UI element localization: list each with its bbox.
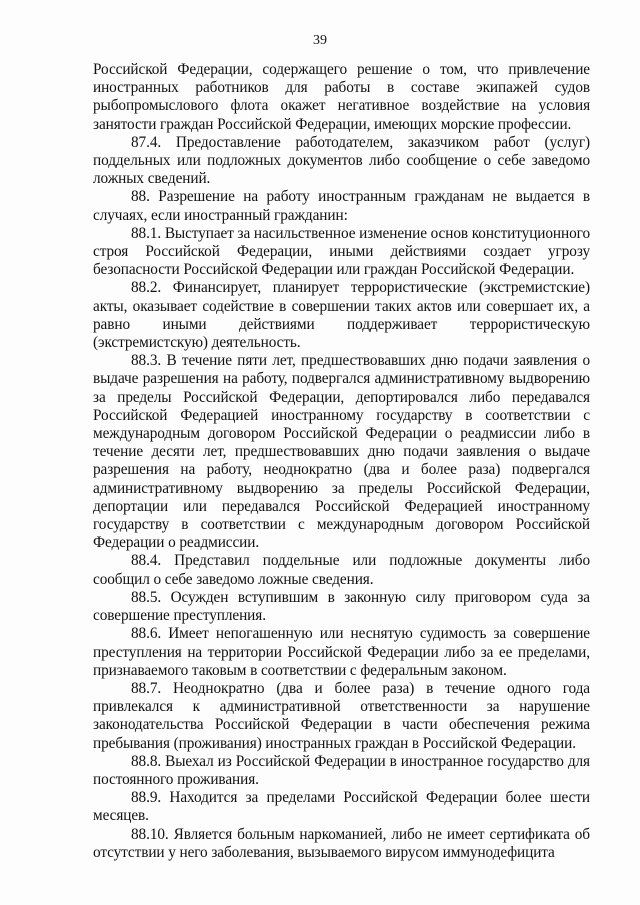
page-number: 39 [313, 33, 327, 48]
paragraph-88-5: 88.5. Осужден вступившим в законную силу приговором суда за совершение преступления. [93, 588, 590, 625]
paragraph-88-6: 88.6. Имеет непогашенную или неснятую судимость за совершение преступления на территории Российской Федерации либо за ее пределами, признаваемого таковым в соответствии с федеральным законом. [93, 625, 590, 679]
paragraph-88-10: 88.10. Является больным наркоманией, либо не имеет сертификата об отсутствии у него заболевания, вызываемого вирусом иммунодефицита [93, 825, 590, 861]
document-body [93, 61, 590, 862]
paragraph-continuation: Российской Федерации, содержащего решение о том, что привлечение иностранных работников для работы в составе экипажей судов рыбопромыслового флота окажет негативное воздействие на условия занятости граждан Российской Федерации, имеющих морские профессии. [93, 61, 590, 133]
paragraph-88: 88. Разрешение на работу иностранным гражданам не выдается в случаях, если иностранный гражданин: [93, 188, 590, 224]
paragraph-88-9: 88.9. Находится за пределами Российской Федерации более шести месяцев. [93, 789, 590, 825]
paragraph-88-7: 88.7. Неоднократно (два и более раза) в течение одного года привлекался к административной ответственности за нарушение законодательства Российской Федерации в части обеспечения режима пребывания (проживания) иностранных граждан в Российской Федерации. [93, 679, 590, 752]
paragraph-88-8: 88.8. Выехал из Российской Федерации в иностранное государство для постоянного проживания. [93, 752, 590, 788]
paragraph-88-3: 88.3. В течение пяти лет, предшествовавших дню подачи заявления о выдаче разрешения на работу, подвергался административному выдворению за пределы Российской Федерации, депортировался либо передавался Российской Федерацией иностранному государству в соответствии с международным договором Российской Федерации о реадмиссии либо в течение десяти лет, предшествовавших дню подачи заявления о выдаче разрешения на работу, неоднократно (два и более раза) подвергался административному выдворению за пределы Российской Федерации, депортации или передавался Российской Федерацией иностранному государству в соответствии с международным договором Российской Федерации о реадмиссии. [93, 352, 590, 552]
paragraph-87-4: 87.4. Предоставление работодателем, заказчиком работ (услуг) поддельных или подложных документов либо сообщение о себе заведомо ложных сведений. [93, 133, 590, 188]
paragraph-88-2: 88.2. Финансирует, планирует террористические (экстремистские) акты, оказывает содействие в совершении таких актов или совершает их, а равно иными действиями поддерживает террористическую (экстремистскую) деятельность. [93, 279, 590, 352]
paragraph-88-4: 88.4. Представил поддельные или подложные документы либо сообщил о себе заведомо ложные сведения. [93, 552, 590, 588]
paragraph-88-1: 88.1. Выступает за насильственное изменение основ конституционного строя Российской Федерации, иными действиями создает угрозу безопасности Российской Федерации или граждан Российской Федерации. [93, 224, 590, 279]
